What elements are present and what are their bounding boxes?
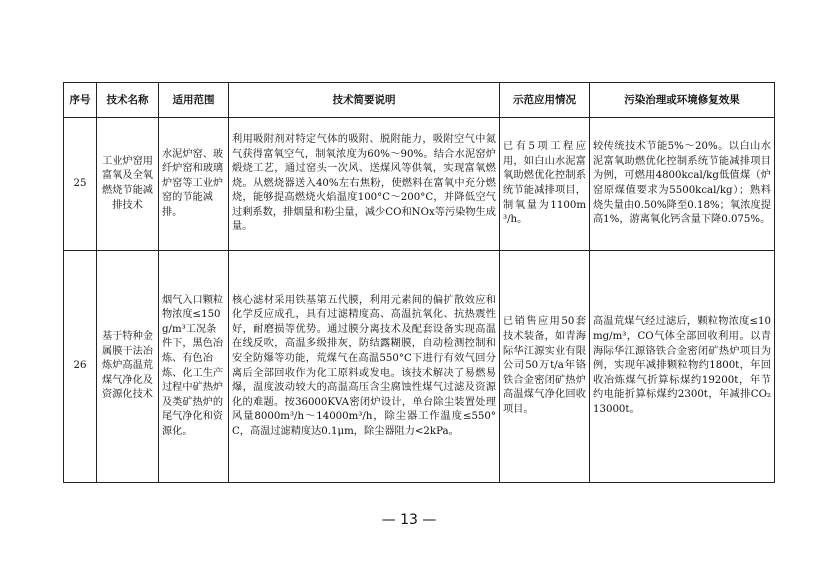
tech-description: 核心滤材采用铁基第五代膜，利用元素间的偏扩散效应和化学反应成孔，具有过滤精度高、高温抗氧化、抗热震性好，耐磨损等优势。通过膜分离技术及配套设备实现高温在线反吹，高温多级排灰，防结露糊膜，自动检测控制和安全防爆等功能，荒煤气在高温550°C下进行有效气回分离后全部回收作为化工原料或发电。该技术解决了易燃易爆，温度波动较大的高温高压含尘腐蚀性煤气过滤及资源化的难题。按36000KVA密闭炉设计，单台除尘装置处理风量8000m³/h～14000m³/h，除尘器工作温度≤550°C，高温过滤精度达0.1μm，除尘器阻力<2kPa。 <box>229 251 500 483</box>
header-desc: 技术简要说明 <box>229 83 500 118</box>
row-number: 25 <box>64 118 97 251</box>
header-app: 示范应用情况 <box>500 83 590 118</box>
tech-name: 工业炉窑用富氧及全氧燃烧节能减排技术 <box>97 118 159 251</box>
tech-scope: 烟气入口颗粒物浓度≤150g/m³工况条件下，黑色冶炼、有色冶炼、化工生产过程中矿热炉及类矿热炉的尾气净化和资源化。 <box>159 251 229 483</box>
header-name: 技术名称 <box>97 83 159 118</box>
header-effect: 污染治理或环境修复效果 <box>590 83 775 118</box>
tech-scope: 水泥炉窑、玻纤炉窑和玻璃炉窑等工业炉窑的节能减排。 <box>159 118 229 251</box>
table-row <box>64 118 775 251</box>
header-no: 序号 <box>64 83 97 118</box>
tech-application: 已有5项工程应用，如白山水泥富氧助燃优化控制系统节能减排项目，制氧量为1100m³/h。 <box>500 118 590 251</box>
table-header-row <box>64 83 775 118</box>
header-scope: 适用范围 <box>159 83 229 118</box>
row-number: 26 <box>64 251 97 483</box>
page-number: — 13 — <box>381 512 437 528</box>
table-row <box>64 251 775 483</box>
technology-table <box>63 82 775 483</box>
tech-name: 基于特种金属膜干法冶炼炉高温荒煤气净化及资源化技术 <box>97 251 159 483</box>
tech-application: 已销售应用50套技术装备，如青海际华江源实业有限公司50万t/a年铬铁合金密闭矿热炉高温煤气净化回收项目。 <box>500 251 590 483</box>
tech-description: 利用吸附剂对特定气体的吸附、脱附能力，吸附空气中氮气获得富氧空气，制氧浓度为60%～90%。结合水泥窑炉煅烧工艺，通过窑头一次风、送煤风等供氧，实现富氧燃烧。从燃烧器送入40%左右焦粉，使燃料在富氧中充分燃烧，能够提高燃烧火焰温度100°C～200°C，并降低空气过剩系数，排烟量和粉尘量，减少CO和NOx等污染物生成量。 <box>229 118 500 251</box>
tech-effect: 高温荒煤气经过滤后，颗粒物浓度≤10mg/m³，CO气体全部回收利用。以青海际华江源铬铁合金密闭矿热炉项目为例，实现年减排颗粒物约1800t，年回收冶炼煤气折算标煤约19200t，年节约电能折算标煤约2300t，年减排CO₂13000t。 <box>590 251 775 483</box>
tech-effect: 较传统技术节能5%～20%。以白山水泥富氧助燃优化控制系统节能减排项目为例，可燃用4800kcal/kg低值煤（炉窑原煤值要求为5500kcal/kg）；熟料烧失量由0.50%降至0.18%；氧浓度提高1%，游离氧化钙含量下降0.075%。 <box>590 118 775 251</box>
